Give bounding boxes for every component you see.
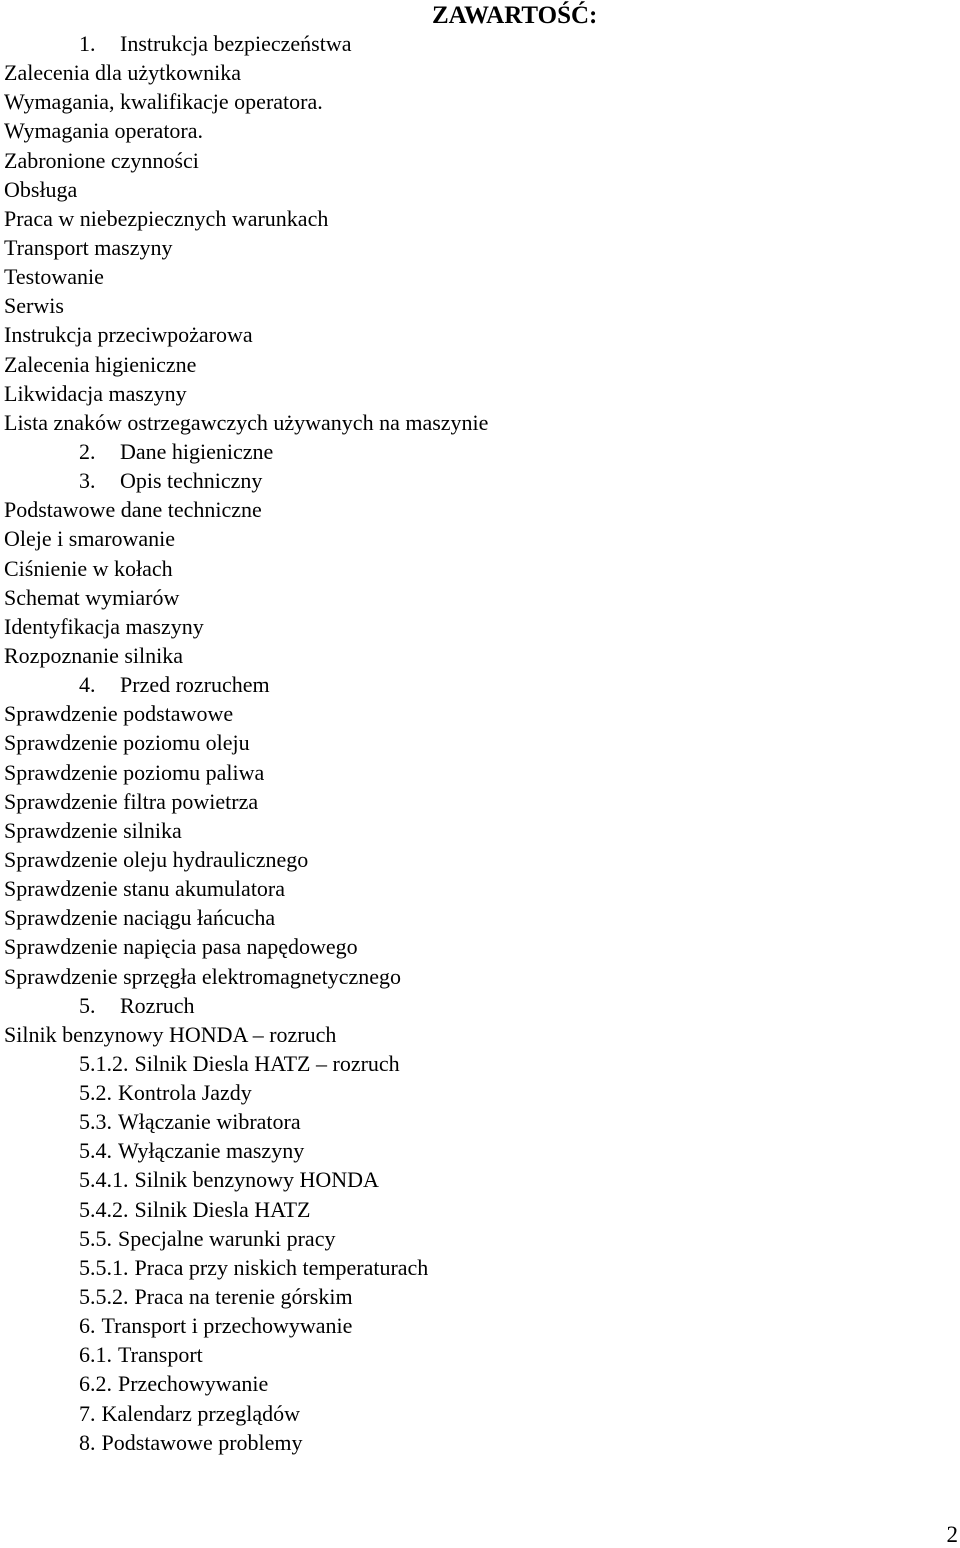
toc-entry [0,1428,488,1457]
toc-entry [0,466,488,495]
toc-entry-number: 5.4. [79,1138,112,1164]
toc-entry-text: Sprawdzenie stanu akumulatora [4,876,286,902]
toc-entry [0,1282,488,1311]
toc-entry [0,670,488,699]
toc-entry [0,233,488,262]
toc-entry-text: Praca na terenie górskim [134,1284,353,1310]
toc-entry-text: Zalecenia higieniczne [4,351,197,377]
table-of-contents [0,29,488,1457]
toc-entry-text: Transport maszyny [4,234,173,260]
toc-entry [0,1165,488,1194]
toc-entry [0,612,488,641]
toc-entry [0,408,488,437]
toc-entry-text: Sprawdzenie filtra powietrza [4,788,259,814]
toc-entry [0,1224,488,1253]
toc-entry-text: Sprawdzenie poziomu oleju [4,730,250,756]
toc-entry-text: Testowanie [4,264,104,290]
toc-entry [0,87,488,116]
toc-entry [0,29,488,58]
toc-entry-text: Likwidacja maszyny [4,380,187,406]
toc-entry-text: Oleje i smarowanie [4,526,176,552]
toc-entry [0,320,488,349]
toc-entry [0,116,488,145]
toc-entry-number: 1. [79,31,96,56]
toc-entry [0,1253,488,1282]
toc-entry-number: 6.1. [79,1342,112,1368]
toc-entry [0,437,488,466]
toc-entry-text: Sprawdzenie poziomu paliwa [4,759,265,785]
toc-entry-text: Dane higieniczne [120,438,274,464]
toc-entry-text: Silnik Diesla HATZ [134,1196,311,1222]
toc-entry-text: Serwis [4,293,64,319]
toc-entry [0,175,488,204]
toc-entry-text: Rozruch [120,992,195,1018]
toc-entry-number: 6. [79,1313,96,1339]
toc-entry-text: Transport i przechowywanie [101,1313,353,1339]
toc-entry-text: Opis techniczny [120,468,263,494]
toc-entry [0,1195,488,1224]
toc-entry [0,932,488,961]
toc-entry-text: Specjalne warunki pracy [118,1225,336,1251]
toc-entry-text: Kalendarz przeglądów [101,1400,301,1426]
toc-entry-number: 8. [79,1429,96,1455]
toc-entry [0,758,488,787]
toc-entry-text: Silnik benzynowy HONDA [134,1167,379,1193]
toc-entry [0,699,488,728]
toc-entry [0,524,488,553]
toc-entry-text: Kontrola Jazdy [118,1080,252,1106]
toc-entry [0,1311,488,1340]
toc-entry-text: Rozpoznanie silnika [4,642,184,668]
toc-entry-number: 5. [79,992,96,1018]
toc-entry-text: Instrukcja bezpieczeństwa [120,31,352,56]
toc-entry-text: Sprawdzenie naciągu łańcucha [4,905,276,931]
toc-entry-number: 5.5. [79,1225,112,1251]
toc-entry-text: Podstawowe problemy [101,1429,303,1455]
toc-entry-number: 5.2. [79,1080,112,1106]
toc-entry-text: Praca przy niskich temperaturach [134,1254,429,1280]
toc-entry [0,1340,488,1369]
toc-entry [0,787,488,816]
toc-entry-number: 5.4.2. [79,1196,129,1222]
toc-entry-number: 5.5.2. [79,1284,129,1310]
toc-entry [0,204,488,233]
toc-entry [0,816,488,845]
toc-entry-text: Obsługa [4,176,78,202]
toc-entry-text: Identyfikacja maszyny [4,613,204,639]
toc-entry-text: Podstawowe dane techniczne [4,497,262,523]
toc-entry [0,641,488,670]
toc-entry [0,903,488,932]
toc-entry-text: Sprawdzenie oleju hydraulicznego [4,846,309,872]
toc-entry [0,495,488,524]
toc-entry-number: 4. [79,672,96,698]
toc-entry-text: Sprawdzenie silnika [4,817,182,843]
toc-entry-text: Silnik benzynowy HONDA – rozruch [4,1021,337,1047]
toc-entry [0,1369,488,1398]
toc-entry [0,146,488,175]
toc-entry [0,291,488,320]
toc-entry-text: Silnik Diesla HATZ – rozruch [134,1050,400,1076]
toc-entry-number: 6.2. [79,1371,112,1397]
toc-entry [0,554,488,583]
toc-entry-text: Sprawdzenie napięcia pasa napędowego [4,934,358,960]
toc-entry-text: Przed rozruchem [120,672,270,698]
toc-entry [0,991,488,1020]
toc-entry [0,845,488,874]
toc-entry [0,1399,488,1428]
toc-entry [0,1136,488,1165]
toc-entry-text: Instrukcja przeciwpożarowa [4,322,253,348]
toc-entry [0,1020,488,1049]
toc-entry-text: Schemat wymiarów [4,584,180,610]
toc-entry-text: Sprawdzenie podstawowe [4,701,234,727]
toc-entry-number: 5.4.1. [79,1167,129,1193]
toc-entry [0,962,488,991]
page-title: ZAWARTOŚĆ: [432,2,598,29]
toc-entry-number: 7. [79,1400,96,1426]
toc-entry [0,379,488,408]
toc-entry [0,1078,488,1107]
toc-entry-text: Ciśnienie w kołach [4,555,173,581]
toc-entry-number: 3. [79,468,96,494]
toc-entry-text: Lista znaków ostrzegawczych używanych na maszynie [4,409,489,435]
toc-entry-text: Sprawdzenie sprzęgła elektromagnetycznego [4,963,402,989]
toc-entry [0,728,488,757]
toc-entry-text: Transport [118,1342,203,1368]
toc-entry-text: Zalecenia dla użytkownika [4,60,242,86]
toc-entry [0,262,488,291]
toc-entry-text: Praca w niebezpiecznych warunkach [4,205,329,231]
toc-entry [0,874,488,903]
toc-entry [0,1049,488,1078]
toc-entry-number: 5.3. [79,1109,112,1135]
toc-entry [0,350,488,379]
toc-entry-text: Wyłączanie maszyny [118,1138,305,1164]
toc-entry-text: Przechowywanie [118,1371,269,1397]
toc-entry [0,1107,488,1136]
toc-entry [0,583,488,612]
toc-entry-text: Włączanie wibratora [118,1109,301,1135]
toc-entry-number: 5.1.2. [79,1050,129,1076]
toc-entry-number: 2. [79,438,96,464]
toc-entry-text: Wymagania operatora. [4,118,204,144]
toc-entry-text: Zabronione czynności [4,147,199,173]
toc-entry-text: Wymagania, kwalifikacje operatora. [4,89,323,115]
toc-entry [0,58,488,87]
toc-entry-number: 5.5.1. [79,1254,129,1280]
page-number: 2 [946,1522,958,1547]
